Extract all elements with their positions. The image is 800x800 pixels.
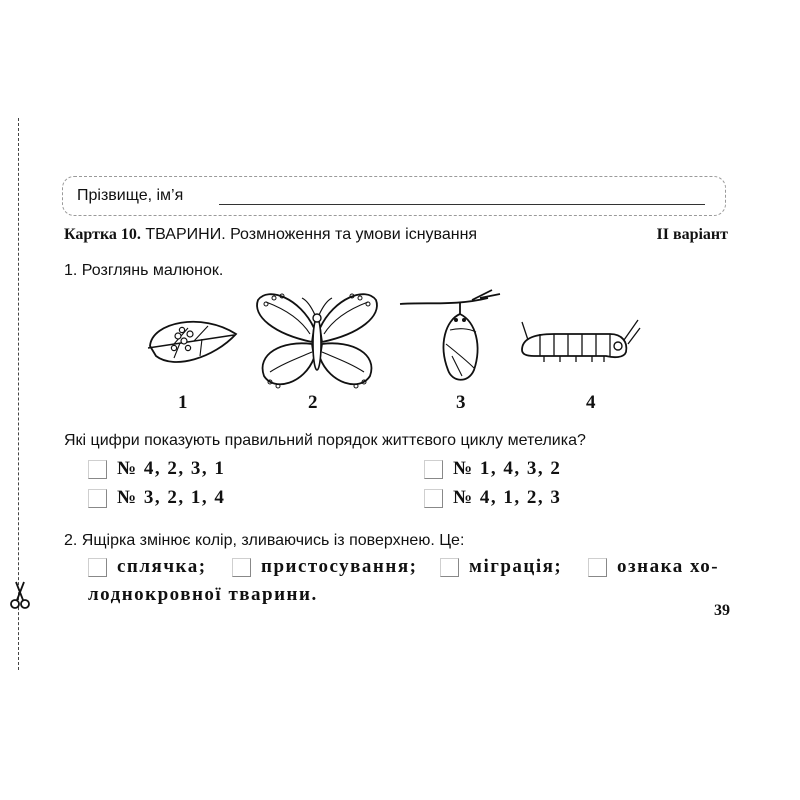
variant-label: II варіант — [656, 226, 728, 243]
figure-number-3: 3 — [456, 392, 466, 413]
answer-checkbox[interactable] — [588, 558, 607, 577]
answer-option-label: ознака хо- — [617, 556, 720, 577]
card-number: Картка 10. — [64, 226, 141, 243]
answer-checkbox[interactable] — [424, 489, 443, 508]
answer-option-label: пристосування; — [261, 556, 418, 577]
figure-number-1: 1 — [178, 392, 188, 413]
answer-checkbox[interactable] — [88, 558, 107, 577]
answer-option[interactable] — [88, 556, 207, 578]
life-cycle-figures — [140, 286, 660, 416]
answer-checkbox[interactable] — [424, 460, 443, 479]
caterpillar-icon — [514, 314, 644, 366]
card-header — [64, 226, 728, 244]
name-field-label: Прізвище, ім’я — [77, 187, 184, 204]
answer-option[interactable] — [232, 556, 417, 578]
answer-option[interactable] — [88, 458, 225, 480]
page-number: 39 — [714, 602, 730, 619]
answer-option-label: сплячка; — [117, 556, 207, 577]
leaf-with-eggs-icon — [144, 314, 240, 368]
answer-option-label: № 3, 2, 1, 4 — [117, 487, 226, 508]
answer-checkbox[interactable] — [440, 558, 459, 577]
answer-option-continuation: лоднокровної тварини. — [88, 584, 318, 605]
answer-option-label: № 4, 1, 2, 3 — [453, 487, 562, 508]
chrysalis-icon — [396, 286, 506, 390]
answer-option-label: № 1, 4, 3, 2 — [453, 458, 562, 479]
answer-checkbox[interactable] — [232, 558, 251, 577]
answer-option[interactable] — [424, 458, 561, 480]
answer-option[interactable] — [424, 487, 561, 509]
name-field-line[interactable] — [219, 204, 705, 205]
card-title: ТВАРИНИ. Розмноження та умови існування — [145, 226, 478, 243]
answer-option[interactable] — [588, 556, 719, 578]
scissors-icon — [9, 580, 31, 610]
butterfly-icon — [252, 288, 382, 392]
figure-number-4: 4 — [586, 392, 596, 413]
answer-option-label: № 4, 2, 3, 1 — [117, 458, 226, 479]
task2-prompt: 2. Ящірка змінює колір, зливаючись із поверхнею. Це: — [64, 532, 465, 549]
answer-option[interactable] — [88, 487, 225, 509]
task1-question: Які цифри показують правильний порядок життєвого циклу метелика? — [64, 432, 586, 449]
answer-checkbox[interactable] — [88, 460, 107, 479]
task1-prompt: 1. Розглянь малюнок. — [64, 262, 224, 279]
answer-checkbox[interactable] — [88, 489, 107, 508]
answer-option[interactable] — [440, 556, 562, 578]
name-field[interactable] — [62, 176, 726, 216]
figure-number-2: 2 — [308, 392, 318, 413]
answer-option-label: міграція; — [469, 556, 563, 577]
